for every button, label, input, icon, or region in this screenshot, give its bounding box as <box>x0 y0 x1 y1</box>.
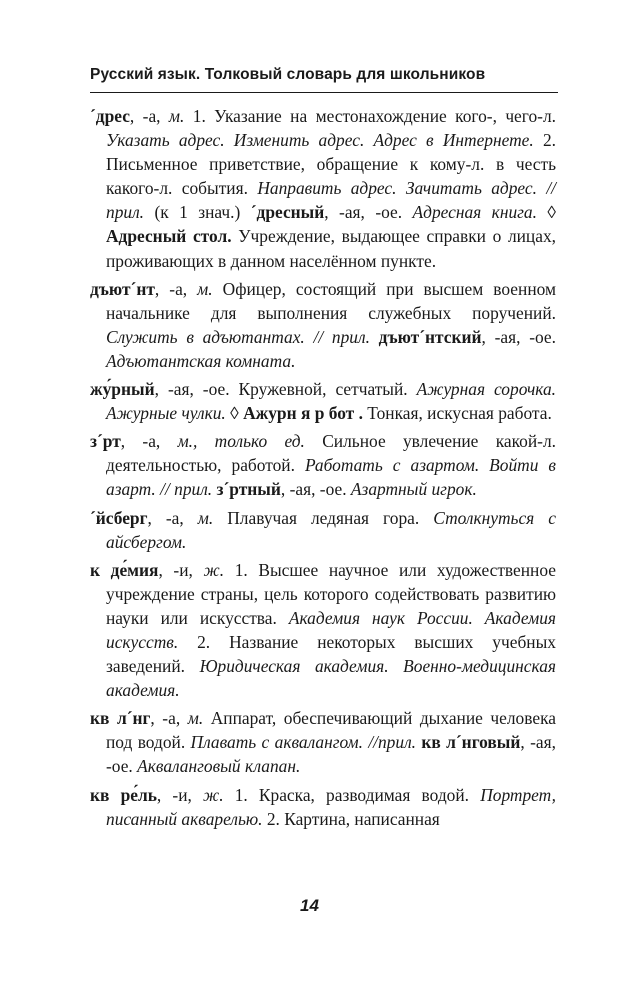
entry-text: , -ая, -ое. Кружевной, сетчатый. <box>154 379 417 400</box>
entry-text: Тонкая, искусная работа. <box>362 403 552 424</box>
entry-example: Направить адрес. Зачитать адрес. // прил. <box>106 178 556 223</box>
running-header: Русский язык. Толковый словарь для школьников <box>90 66 486 83</box>
entry-text: ◊ <box>536 202 557 223</box>
entry-text: Аппарат, обеспечивающий дыхание человека под водой. <box>106 708 556 753</box>
entry-example: Адъютантская комната. <box>106 350 296 371</box>
entry-headword: ´йсберг <box>90 507 148 528</box>
entry-text: , -ая, -ое. <box>324 202 413 223</box>
dictionary-entry <box>90 706 556 778</box>
entry-text: , -а, <box>150 708 188 729</box>
entry-headword: к де́мия <box>90 559 159 580</box>
entry-text: 1. Краска, разводимая водой. <box>223 784 481 805</box>
entry-headword: дъют´нтский <box>378 326 482 347</box>
entry-example: м. <box>197 278 213 299</box>
entry-text: Сильное увлечение какой-л. деятельностью, работой. <box>106 431 556 476</box>
dictionary-entry <box>90 558 556 703</box>
entry-text: 2. Письменное приветствие, обращение к кому-л. в честь какого-л. события. <box>106 130 556 199</box>
entry-text: , -а, <box>120 431 178 452</box>
header-rule <box>90 92 558 93</box>
entry-text: , -и, <box>156 784 204 805</box>
entry-example: Указать адрес. Изменить адрес. Адрес в Интернете. <box>106 130 534 151</box>
dictionary-entry <box>90 377 556 425</box>
entry-text: , -ая, -ое. <box>280 479 351 500</box>
entry-example: Столкнуться с айсбергом. <box>106 507 556 552</box>
entry-example: м., только ед. <box>177 431 305 452</box>
entry-headword: кв л´нг <box>90 708 151 729</box>
entry-headword: кв л´нговый <box>421 732 521 753</box>
entry-text: ◊ <box>225 403 244 424</box>
entry-example: Плавать с аквалангом. //прил. <box>190 732 416 753</box>
entry-example: ж. <box>203 784 224 805</box>
entry-headword: кв ре́ль <box>90 784 157 805</box>
entry-text: 1. Указание на местонахождение кого-, чего-л. <box>184 106 556 126</box>
dictionary-entry <box>90 104 556 273</box>
entry-headword: жу́рный <box>90 379 155 400</box>
entry-example: Акваланговый клапан. <box>137 756 301 777</box>
entry-headword: ´дресный <box>250 202 325 223</box>
entry-headword: дъют´нт <box>90 278 155 299</box>
entry-text: Офицер, состоящий при высшем военном начальнике для выполнения служебных поручений. <box>106 278 557 323</box>
entry-text: 1. Высшее научное или художественное учреждение страны, цель которого содействовать развитию науки или искусства. <box>106 559 556 628</box>
entry-example: ж. <box>203 559 225 580</box>
entry-text: , -а, <box>129 106 169 126</box>
entry-text: , -ая, -ое. <box>481 326 556 347</box>
entry-example: Служить в адъютантах. // прил. <box>106 326 370 347</box>
entry-headword: з´ртный <box>216 479 281 500</box>
page-number: 14 <box>300 896 319 915</box>
entry-text: (к 1 знач.) <box>144 202 251 223</box>
entry-example: м. <box>187 708 204 729</box>
entry-text: , -ая, -ое. <box>106 732 556 777</box>
entry-headword: Ажурн я р бот . <box>243 403 363 424</box>
entry-example: Ажурная сорочка. Ажурные чулки. <box>106 379 556 424</box>
dictionary-entries <box>90 104 556 835</box>
entry-text: Плавучая ледяная гора. <box>213 507 434 528</box>
entry-text: , -а, <box>147 507 198 528</box>
entry-text: 2. Название некоторых высших учебных заведений. <box>106 631 556 677</box>
entry-example: Азартный игрок. <box>350 479 477 500</box>
dictionary-entry <box>90 783 556 831</box>
entry-text: 2. Картина, написанная <box>262 808 440 829</box>
entry-example: м. <box>197 507 214 528</box>
entry-example: Работать с азартом. Войти в азарт. // прил. <box>106 455 556 500</box>
dictionary-entry <box>90 506 556 554</box>
entry-text <box>370 327 379 347</box>
entry-example: Портрет, писанный акварелью. <box>106 784 556 829</box>
entry-headword: ´дрес <box>90 106 130 126</box>
entry-headword: з´рт <box>90 431 121 452</box>
entry-example: Академия наук России. Академия искусств. <box>106 607 556 652</box>
entry-example: Юридическая академия. Военно-медицинская академия. <box>106 656 556 701</box>
entry-text: , -а, <box>154 278 198 299</box>
dictionary-entry <box>90 429 556 501</box>
dictionary-entry <box>90 277 556 373</box>
entry-headword: Адресный стол. <box>106 226 232 247</box>
entry-example: м. <box>168 106 185 126</box>
entry-text: Учреждение, выдающее справки о лицах, проживающих в данном населённом пункте. <box>106 226 556 271</box>
entry-text: , -и, <box>158 559 204 580</box>
entry-example: Адресная книга. <box>412 202 537 223</box>
